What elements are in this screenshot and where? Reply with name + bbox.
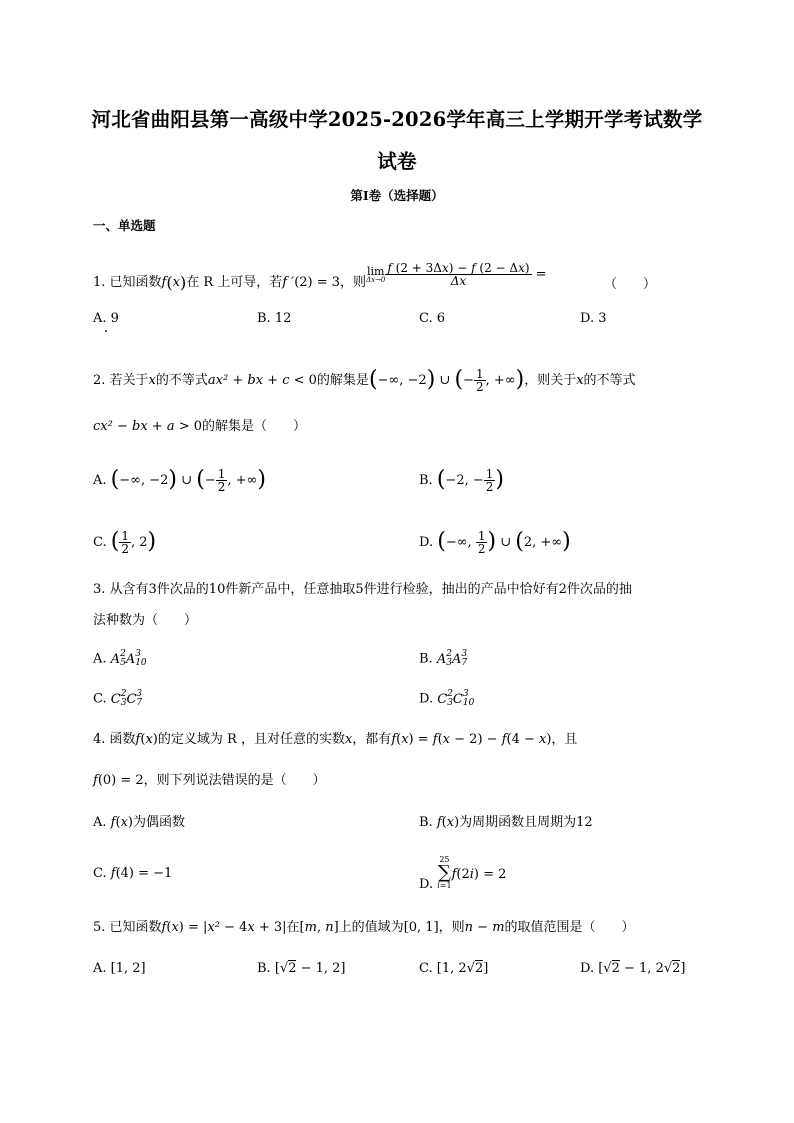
math-option: A 2 3 A 3 7 [436, 649, 468, 668]
q1-text: 上可导，若 [217, 275, 283, 290]
q5-text: 的取值范围是（ ） [504, 920, 635, 935]
math-inequality: ax² + bx + c < 0 [207, 373, 317, 388]
q4-option-d[interactable] [419, 856, 506, 890]
math-interval: [m, n] [299, 920, 339, 935]
q2-text: ，则关于 [524, 373, 577, 388]
option-label: D. [419, 535, 434, 550]
q5-text: ，则 [438, 920, 465, 935]
option-label: D. [419, 876, 434, 892]
stray-dot [105, 330, 107, 332]
q4-text: 4. 函数 [93, 732, 136, 747]
q5-option-a[interactable] [93, 962, 146, 975]
question-2 [93, 368, 636, 393]
question-5 [93, 921, 635, 934]
q3-option-d[interactable] [419, 690, 474, 708]
q1-option-c[interactable]: C. 6 [419, 311, 446, 326]
math-option: A 2 5 A 3 10 [110, 649, 147, 668]
q5-text: 上的值域为 [338, 920, 404, 935]
option-label: A. [93, 815, 107, 830]
option-label: A. [93, 961, 107, 976]
question-1 [93, 261, 547, 295]
q4-option-a[interactable] [93, 816, 185, 829]
option-label: A. [93, 651, 107, 667]
question-4 [93, 733, 577, 746]
q5-text: 5. 已知函数 [93, 920, 162, 935]
option-label: B. [419, 815, 433, 830]
q2-option-c[interactable] [93, 530, 156, 555]
math-fx: f(x) [161, 273, 187, 292]
math-x: x [576, 373, 584, 388]
q4-text: ，且 [551, 732, 578, 747]
q2-text: 2. 若关于 [93, 373, 149, 388]
math-fx: f(x) [110, 815, 133, 830]
q2-text: 的不等式 [155, 373, 208, 388]
question-2-line2 [93, 420, 306, 433]
q1-text: 1. 已知函数 [93, 275, 162, 290]
q2-text: 的解集是（ ） [202, 419, 307, 434]
q1-answer-blank: （ ） [604, 277, 657, 292]
q1-text: 在 [186, 275, 200, 290]
math-option: (−2, − $\frac{1}{2}$ ) [436, 467, 504, 494]
math-fx: f(x) [436, 815, 460, 830]
math-x: x [344, 732, 353, 747]
q4-text: ，都有 [352, 732, 392, 747]
option-label: C. [93, 866, 107, 881]
q1-text: ，则 [340, 275, 367, 290]
part-heading: 第I卷（选择题） [350, 188, 444, 203]
q3-option-a[interactable] [93, 650, 147, 668]
option-label: B. [257, 961, 271, 976]
option-label: B. [419, 651, 433, 667]
math-option: ( $\frac{1}{2}$ , 2) [110, 529, 157, 556]
math-x: x [148, 373, 156, 388]
option-text: 为周期函数且周期为12 [459, 815, 593, 830]
math-solution-set: (−∞, −2) ∪ (− $\frac{1}{2}$ , +∞) [368, 367, 525, 394]
math-option: [√2 − 1, 2√2] [598, 961, 686, 976]
q5-text: 在 [286, 920, 300, 935]
math-function-def: f(x) = |x² − 4x + 3| [161, 920, 287, 935]
math-option: (−∞, −2) ∪ (− $\frac{1}{2}$ , +∞) [110, 467, 266, 494]
math-n-minus-m: n − m [464, 920, 505, 935]
math-option: [√2 − 1, 2] [274, 961, 346, 976]
question-4-line2 [93, 774, 326, 787]
math-option: f(4) = −1 [110, 866, 173, 881]
q2-option-a[interactable] [93, 468, 266, 493]
q4-option-b[interactable] [419, 816, 593, 829]
question-3: 3. 从含有3件次品的10件新产品中，任意抽取5件进行检验，抽出的产品中恰好有2件次品的抽 [93, 582, 632, 597]
q4-option-c[interactable] [93, 867, 172, 880]
math-option: C 2 3 C 3 10 [437, 689, 475, 708]
option-label: A. [93, 473, 107, 488]
math-equals: = [531, 267, 547, 282]
q5-option-c[interactable] [419, 962, 488, 975]
math-option: (−∞, $\frac{1}{2}$ ) ∪ (2, +∞) [437, 529, 571, 556]
q1-option-b[interactable]: B. 12 [257, 311, 292, 326]
exam-title: 河北省曲阳县第一高级中学2025-2026学年高三上学期开学考试数学 [91, 108, 703, 131]
math-option: [1, 2] [110, 961, 146, 976]
math-summation: 25 ∑ i=1 [437, 855, 452, 890]
math-option: [1, 2√2] [436, 961, 489, 976]
q2-option-b[interactable] [419, 468, 504, 493]
q4-text: ，则下列说法错误的是（ ） [143, 773, 326, 788]
q2-option-d[interactable] [419, 530, 571, 555]
math-f0: f(0) = 2 [93, 773, 144, 788]
math-option: C 2 3 C 3 7 [110, 689, 143, 708]
q3-option-b[interactable] [419, 650, 467, 668]
option-label: B. [419, 473, 433, 488]
math-limit-fraction: $\frac{f (2 + 3\Delta x) - f (2 - \Delta x)}{\Delta x}$ [387, 261, 530, 288]
q5-option-b[interactable] [257, 962, 346, 975]
math-functional-equation: f(x) = f(x − 2) − f(4 − x) [391, 732, 552, 747]
q5-option-d[interactable] [580, 962, 685, 975]
q1-option-d[interactable]: D. 3 [580, 311, 607, 326]
math-derivative: f ′(2) = 3 [282, 275, 341, 290]
q3-option-c[interactable] [93, 690, 142, 708]
math-limit: lim Δx→0 [366, 264, 386, 284]
math-R: R [222, 732, 241, 747]
question-3-line2: 法种数为（ ） [93, 613, 198, 628]
q1-option-a[interactable]: A. 9 [93, 311, 119, 326]
math-range: [0, 1] [403, 920, 439, 935]
math-R: R [199, 275, 218, 290]
math-inequality-2: cx² − bx + a > 0 [93, 419, 203, 434]
option-label: C. [419, 961, 433, 976]
option-label: C. [93, 691, 107, 707]
option-label: D. [580, 961, 595, 976]
q2-text: 的解集是 [316, 373, 369, 388]
math-option: f(2i) = 2 [451, 866, 507, 882]
q4-text: ，且对任意的实数 [240, 732, 345, 747]
section-heading: 一、单选题 [93, 218, 156, 233]
q2-text: 的不等式 [583, 373, 636, 388]
exam-title-continued: 试卷 [377, 150, 417, 173]
option-text: 为偶函数 [132, 815, 185, 830]
math-fx: f(x) [135, 732, 158, 747]
q4-text: 的定义域为 [157, 732, 223, 747]
option-label: C. [93, 535, 107, 550]
option-label: D. [419, 691, 434, 707]
